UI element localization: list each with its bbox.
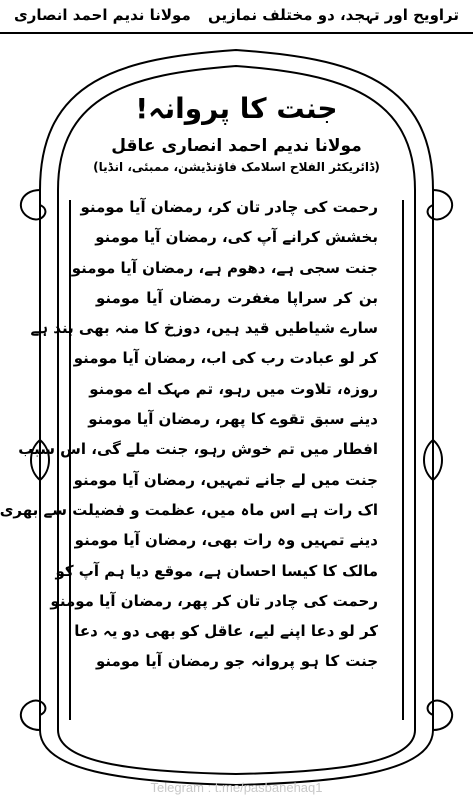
telegram-watermark: Telegram : t.me/pasbanehaq1 <box>150 780 323 795</box>
header-section-title: تراویح اور تہجد، دو مختلف نمازیں <box>208 6 459 24</box>
poem-line: رحمت کی چادر تان کر پھر، رمضان آیا مومنو <box>50 591 378 610</box>
article-author: مولانا ندیم احمد انصاری عاقل <box>111 136 362 156</box>
poem-line: دینے تمہیں وہ رات بھی، رمضان آیا مومنو <box>74 531 378 550</box>
poem-line: اک رات ہے اس ماہ میں، عظمت و فضیلت سے بھری <box>0 500 378 519</box>
article-title: جنت کا پروانہ! <box>135 92 338 125</box>
page-header <box>0 0 473 34</box>
poem-line: سارے شیاطیں قید ہیں، دوزخ کا منہ بھی بند ہے <box>30 319 378 338</box>
poem-lines <box>0 192 378 677</box>
poem-line: دینے سبق تقوے کا پھر، رمضان آیا مومنو <box>88 410 378 429</box>
poem-line: کر لو عبادت رب کی اب، رمضان آیا مومنو <box>73 349 378 368</box>
header-author: مولانا ندیم احمد انصاری <box>14 6 191 24</box>
poem-line: جنت سجی ہے، دھوم ہے، رمضان آیا مومنو <box>71 258 378 277</box>
poem-line: جنت میں لے جانے تمہیں، رمضان آیا مومنو <box>73 470 378 489</box>
poem-line: رحمت کی چادر تان کر، رمضان آیا مومنو <box>80 198 378 216</box>
poem-line: مالک کا کیسا احسان ہے، موقع دیا ہم آپ کو <box>55 561 378 580</box>
poem-line: جنت کا ہو پروانہ جو رمضان آیا مومنو <box>96 652 378 671</box>
poem-line: بخشش کرانے آپ کی، رمضان آیا مومنو <box>95 228 378 247</box>
poem-line: افطار میں تم خوش رہو، جنت ملے گی، اس سبب <box>18 440 378 459</box>
poem-line: کر لو دعا اپنے لیے، عاقل کو بھی دو یہ دعا <box>74 622 378 641</box>
poem-line: روزہ، تلاوت میں رہو، تم مہک اے مومنو <box>89 379 378 398</box>
author-affiliation: (ڈائریکٹر الفلاح اسلامک فاؤنڈیشن، ممبئی، انڈیا) <box>93 160 380 174</box>
poem-line: بن کر سراپا مغفرت رمضان آیا مومنو <box>96 288 378 307</box>
